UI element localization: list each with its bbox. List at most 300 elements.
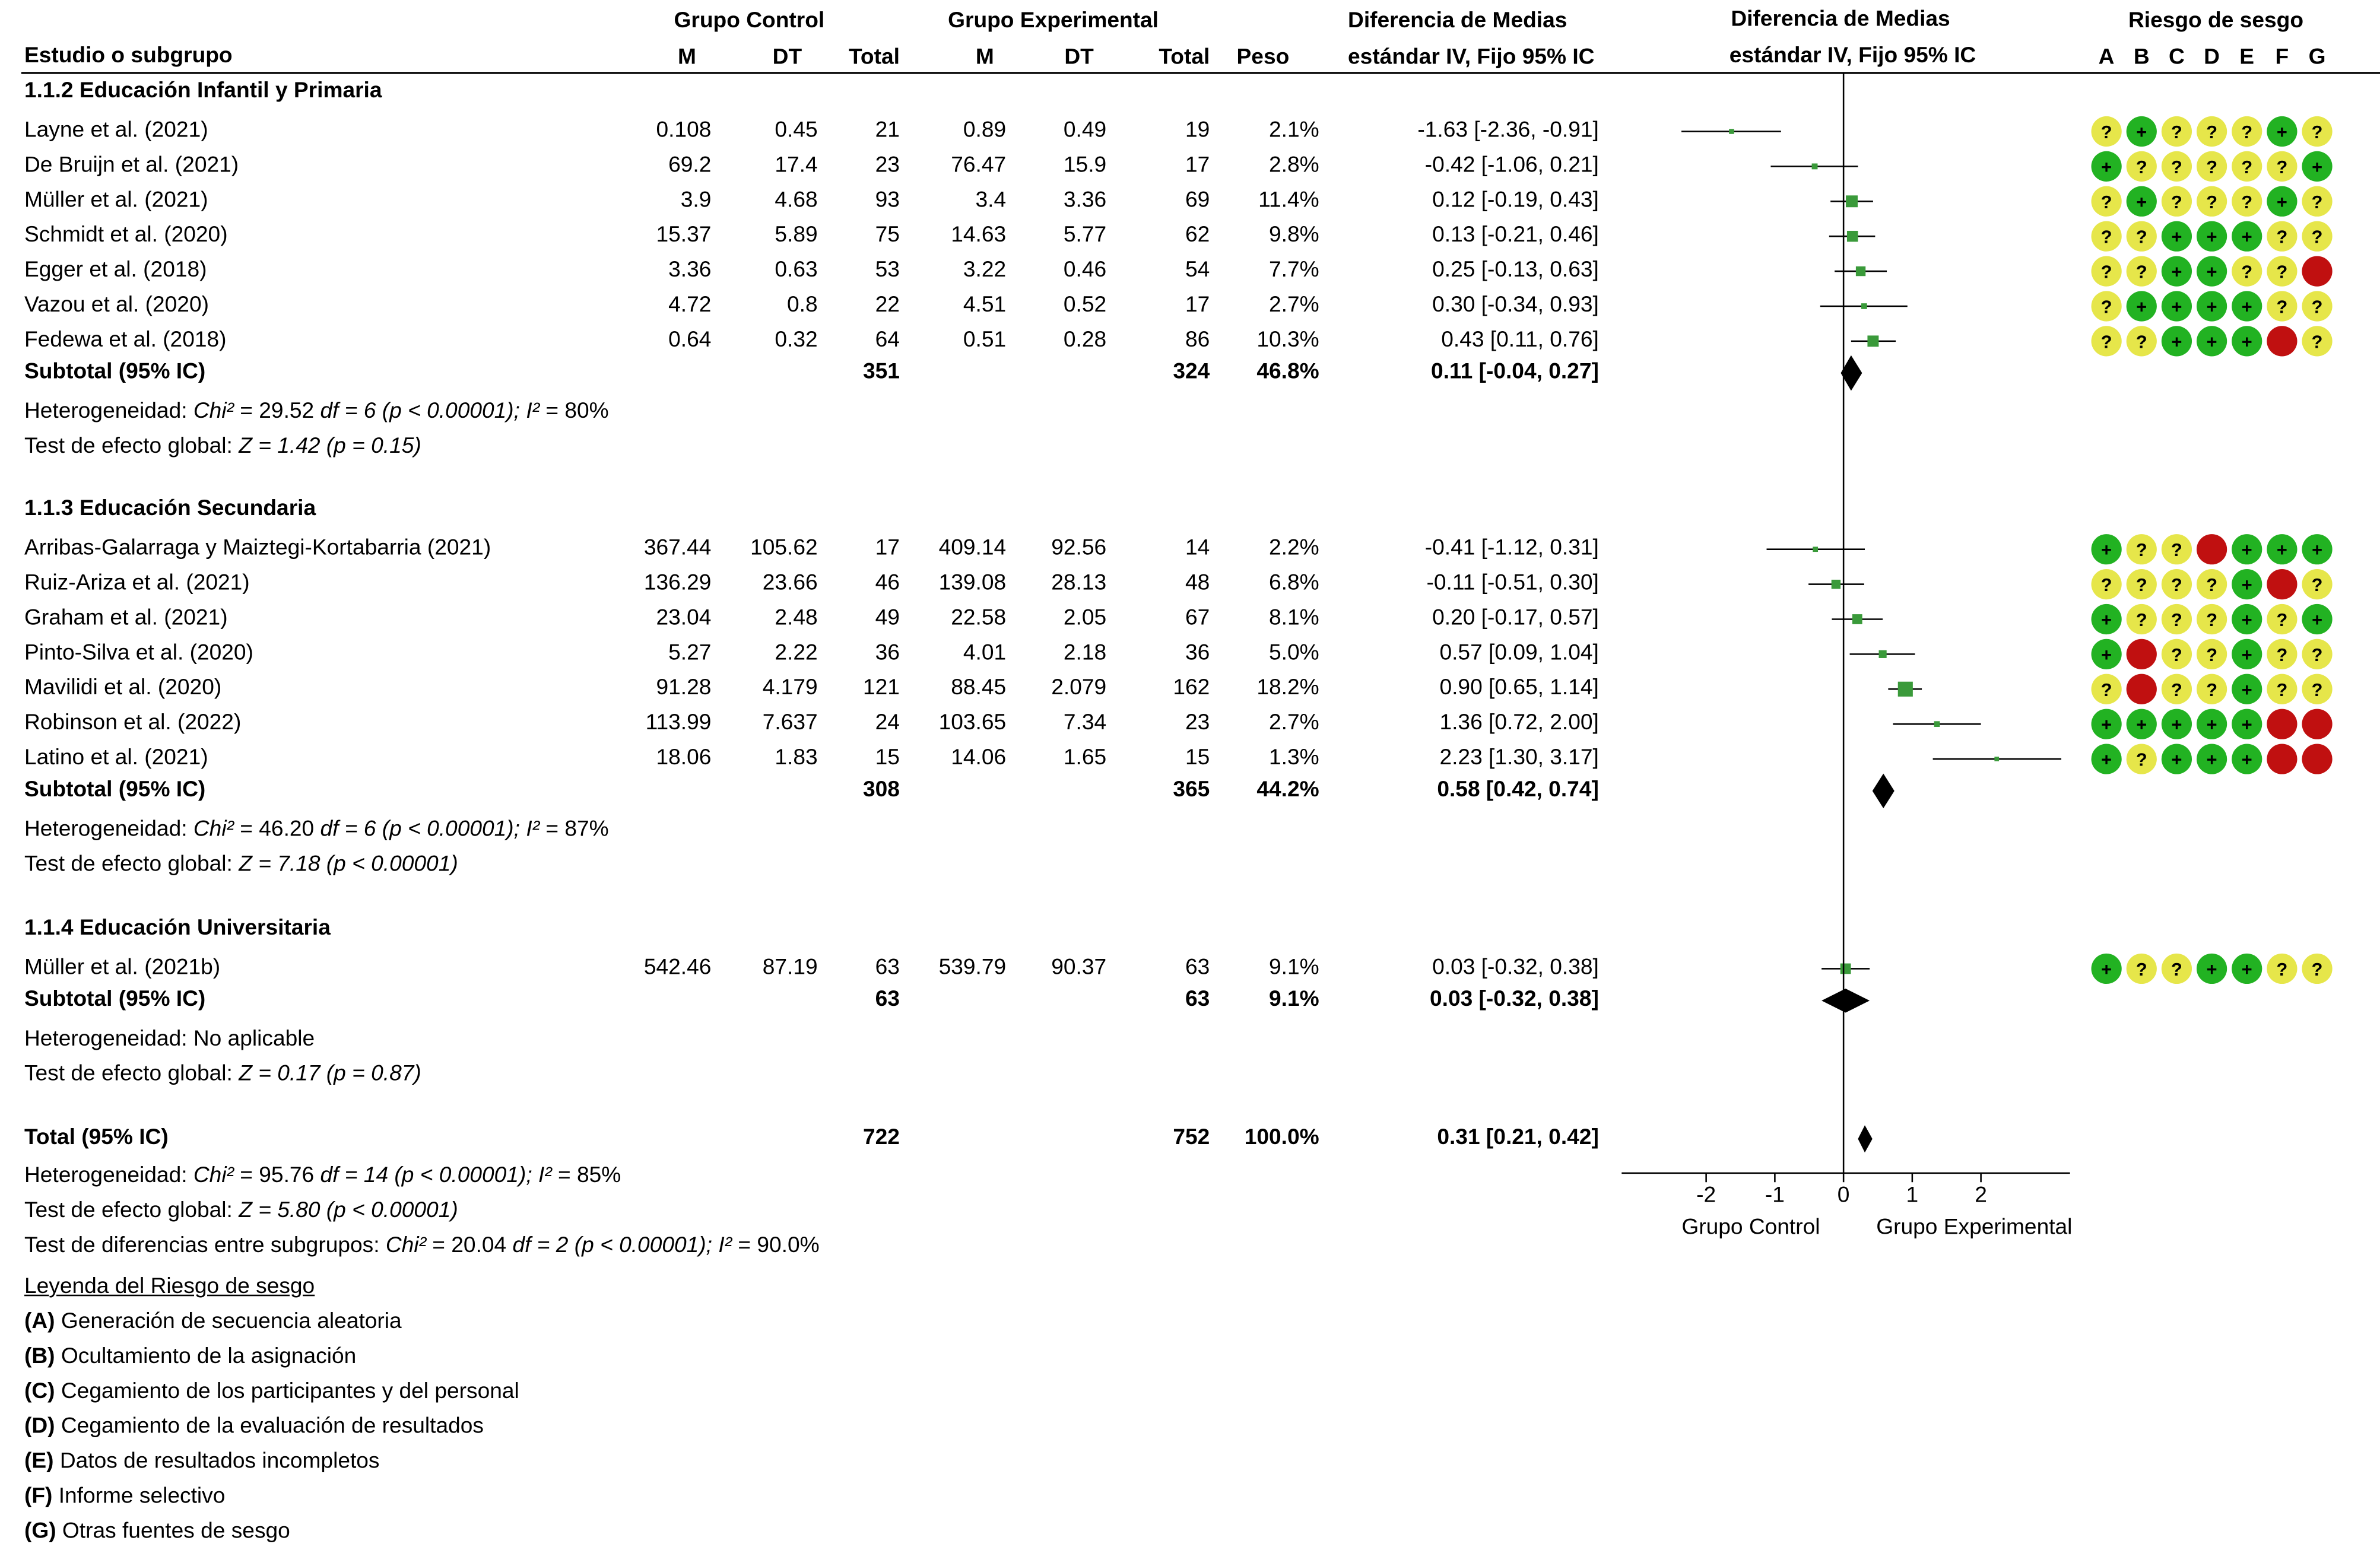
experimental-mean: 14.63 [951, 223, 1007, 248]
study-weight: 7.7% [1269, 258, 1319, 283]
i2-value: = 80% [540, 399, 609, 424]
rob-c-symbol: + [2171, 331, 2182, 352]
total-control-total: 722 [862, 1126, 900, 1151]
legend-title: Leyenda del Riesgo de sesgo [24, 1275, 315, 1300]
study-name: Latino et al. (2021) [24, 746, 208, 771]
control-sd: 2.48 [775, 606, 818, 631]
control-total: 36 [875, 641, 900, 666]
experimental-mean: 0.89 [963, 118, 1007, 143]
control-mean: 113.99 [645, 711, 712, 736]
subtotal-experimental-total: 324 [1173, 360, 1210, 385]
control-total: 49 [875, 606, 900, 631]
effect-marker [1867, 335, 1878, 347]
x-tick-label: -1 [1765, 1181, 1785, 1207]
control-sd: 105.62 [750, 536, 818, 561]
control-total: 24 [875, 711, 900, 736]
rob-c-symbol: ? [2171, 958, 2182, 980]
rob-a-symbol: + [2101, 539, 2112, 561]
total-overall-effect-prefix: Test de efecto global: [24, 1199, 239, 1224]
rob-d-symbol: + [2206, 714, 2217, 735]
rob-a-symbol: + [2101, 958, 2112, 980]
rob-e-symbol: + [2241, 539, 2252, 561]
experimental-sd: 3.36 [1063, 188, 1107, 213]
rob-g-symbol: ? [2311, 644, 2323, 665]
rob-e-symbol: + [2241, 679, 2252, 700]
effect-marker [1729, 129, 1734, 134]
total-heterogeneity [24, 1162, 621, 1190]
control-mean: 367.44 [643, 536, 712, 561]
subgroup-title: 1.1.4 Educación Universitaria [24, 916, 331, 941]
rob-c-symbol: ? [2171, 539, 2182, 561]
header-study: Estudio o subgrupo [24, 44, 233, 69]
header-control-group: Grupo Control [674, 9, 825, 34]
subgroup-title: 1.1.2 Educación Infantil y Primaria [24, 79, 382, 104]
rob-d [2197, 534, 2227, 564]
legend-text: Cegamiento de la evaluación de resultados [55, 1415, 484, 1439]
study-weight: 2.7% [1269, 711, 1319, 736]
rob-b [2127, 674, 2157, 704]
rob-g-symbol: ? [2311, 122, 2323, 143]
subtotal-diamond [1873, 774, 1895, 808]
rob-f-symbol: + [2276, 539, 2287, 561]
i2-label: I² [718, 1234, 732, 1259]
rob-e-symbol: + [2241, 609, 2252, 631]
total-label: Total (95% IC) [24, 1126, 169, 1151]
header-control-total: Total [848, 45, 900, 70]
control-sd: 5.89 [775, 223, 818, 248]
header-experimental-m: M [975, 45, 994, 70]
rob-a-symbol: ? [2100, 331, 2112, 352]
control-mean: 3.36 [668, 258, 712, 283]
header-experimental-group: Grupo Experimental [948, 9, 1159, 34]
overall-effect-prefix: Test de efecto global: [24, 1062, 239, 1087]
legend-text: Otras fuentes de sesgo [56, 1519, 290, 1544]
rob-e-symbol: + [2241, 296, 2252, 317]
control-total: 93 [875, 188, 900, 213]
subtotal-weight: 44.2% [1256, 778, 1319, 803]
rob-g-symbol: ? [2311, 331, 2323, 352]
rob-d-symbol: ? [2206, 609, 2217, 631]
rob-f [2267, 326, 2297, 356]
header-rob-title: Riesgo de sesgo [2128, 9, 2304, 34]
experimental-mean: 76.47 [951, 153, 1007, 178]
study-effect-ci: 0.25 [-0.13, 0.63] [1432, 258, 1599, 283]
experimental-sd: 5.77 [1063, 223, 1107, 248]
experimental-total: 86 [1185, 328, 1210, 353]
rob-e-symbol: ? [2241, 156, 2253, 177]
study-effect-ci: 0.12 [-0.19, 0.43] [1432, 188, 1599, 213]
study-weight: 6.8% [1269, 571, 1319, 596]
rob-b-symbol: ? [2135, 331, 2147, 352]
rob-d-symbol: ? [2206, 679, 2217, 700]
study-effect-ci: 0.30 [-0.34, 0.93] [1432, 293, 1599, 318]
control-sd: 87.19 [762, 955, 818, 980]
study-weight: 5.0% [1269, 641, 1319, 666]
heterogeneity-prefix: Heterogeneidad: [24, 399, 193, 424]
subtotal-label: Subtotal (95% IC) [24, 778, 206, 803]
rob-g-symbol: + [2312, 539, 2323, 561]
experimental-total: 36 [1185, 641, 1210, 666]
rob-g-symbol: ? [2311, 296, 2323, 317]
df-value: df = 14 (p < 0.00001); [320, 1164, 538, 1189]
control-total: 75 [875, 223, 900, 248]
rob-g [2302, 256, 2332, 286]
rob-c-symbol: ? [2171, 609, 2182, 631]
rob-g [2302, 709, 2332, 739]
effect-marker [1832, 580, 1840, 589]
header-weight: Peso [1236, 45, 1290, 70]
chi-label: Chi² [385, 1234, 426, 1259]
experimental-total: 17 [1185, 293, 1210, 318]
experimental-total: 63 [1185, 955, 1210, 980]
i2-label: I² [526, 817, 540, 842]
overall-effect-test [24, 1060, 421, 1088]
effect-marker [1812, 163, 1818, 169]
i2-value: = 87% [540, 817, 609, 842]
experimental-total: 48 [1185, 571, 1210, 596]
rob-c-symbol: + [2171, 749, 2182, 770]
control-total: 22 [875, 293, 900, 318]
rob-e-symbol: + [2241, 331, 2252, 352]
experimental-sd: 0.28 [1063, 328, 1107, 353]
rob-a-symbol: ? [2100, 296, 2112, 317]
i2-value: = 90.0% [732, 1234, 820, 1259]
i2-label: I² [538, 1164, 552, 1189]
experimental-sd: 0.49 [1063, 118, 1107, 143]
experimental-mean: 88.45 [951, 676, 1007, 701]
control-mean: 15.37 [656, 223, 712, 248]
experimental-total: 162 [1173, 676, 1210, 701]
chi-label: Chi² [193, 817, 234, 842]
overall-effect-z: Z = 1.42 (p = 0.15) [239, 434, 421, 459]
rob-b-symbol: ? [2135, 609, 2147, 631]
subtotal-control-total: 351 [862, 360, 900, 385]
subtotal-effect-ci: 0.11 [-0.04, 0.27] [1431, 360, 1599, 385]
rob-d-symbol: ? [2206, 122, 2217, 143]
rob-f-symbol: ? [2276, 261, 2288, 282]
control-sd: 2.22 [775, 641, 818, 666]
control-sd: 0.8 [787, 293, 818, 318]
x-tick-label: 2 [1975, 1181, 1987, 1207]
overall-effect-z: Z = 0.17 (p = 0.87) [239, 1062, 421, 1087]
experimental-total: 23 [1185, 711, 1210, 736]
rob-c-symbol: + [2171, 226, 2182, 247]
legend-text: Generación de secuencia aleatoria [55, 1310, 402, 1335]
study-weight: 18.2% [1256, 676, 1319, 701]
subgroup-differences-test [24, 1232, 820, 1260]
effect-marker [1934, 721, 1940, 727]
rob-f-symbol: ? [2276, 958, 2288, 980]
rob-e-symbol: ? [2241, 261, 2253, 282]
study-name: Müller et al. (2021) [24, 188, 208, 213]
control-sd: 23.66 [762, 571, 818, 596]
x-tick-label: -2 [1696, 1181, 1716, 1207]
rob-a-symbol: ? [2100, 226, 2112, 247]
rob-c-symbol: ? [2171, 644, 2182, 665]
i2-value: = 85% [551, 1164, 621, 1189]
header-smd-line1: Diferencia de Medias [1348, 9, 1567, 34]
rob-f-symbol: ? [2276, 296, 2288, 317]
control-sd: 17.4 [775, 153, 818, 178]
study-effect-ci: -0.41 [-1.12, 0.31] [1424, 536, 1599, 561]
study-name: Graham et al. (2021) [24, 606, 228, 631]
experimental-mean: 139.08 [938, 571, 1007, 596]
legend-key: (E) [24, 1449, 54, 1474]
effect-marker [1852, 614, 1862, 624]
legend-item [24, 1483, 225, 1510]
study-effect-ci: 0.43 [0.11, 0.76] [1441, 328, 1599, 353]
effect-marker [1846, 195, 1858, 207]
overall-effect-prefix: Test de efecto global: [24, 852, 239, 877]
experimental-sd: 2.079 [1051, 676, 1107, 701]
rob-column-g: G [2308, 45, 2326, 70]
control-mean: 5.27 [668, 641, 712, 666]
rob-a-symbol: + [2101, 156, 2112, 177]
x-tick-label: 1 [1906, 1181, 1919, 1207]
legend-item [24, 1518, 290, 1545]
rob-column-d: D [2204, 45, 2220, 70]
legend-text: Ocultamiento de la asignación [55, 1345, 357, 1370]
subtotal-label: Subtotal (95% IC) [24, 987, 206, 1012]
legend-key: (C) [24, 1380, 55, 1405]
rob-g [2302, 744, 2332, 774]
study-name: Layne et al. (2021) [24, 118, 208, 143]
rob-d-symbol: ? [2206, 574, 2217, 596]
study-effect-ci: 0.03 [-0.32, 0.38] [1432, 955, 1599, 980]
rob-c-symbol: ? [2171, 122, 2182, 143]
heterogeneity-prefix: Heterogeneidad: [24, 817, 193, 842]
study-name: Ruiz-Ariza et al. (2021) [24, 571, 250, 596]
header-experimental-dt: DT [1064, 45, 1094, 70]
x-tick-label: 0 [1837, 1181, 1850, 1207]
control-sd: 0.32 [775, 328, 818, 353]
control-total: 15 [875, 746, 900, 771]
experimental-total: 62 [1185, 223, 1210, 248]
study-weight: 2.1% [1269, 118, 1319, 143]
study-effect-ci: -0.42 [-1.06, 0.21] [1424, 153, 1599, 178]
control-sd: 4.179 [762, 676, 818, 701]
rob-d-symbol: + [2206, 958, 2217, 980]
rob-e-symbol: + [2241, 226, 2252, 247]
rob-d-symbol: + [2206, 226, 2217, 247]
subtotal-experimental-total: 365 [1173, 778, 1210, 803]
study-effect-ci: -0.11 [-0.51, 0.30] [1426, 571, 1599, 596]
rob-column-c: C [2168, 45, 2185, 70]
rob-e-symbol: + [2241, 749, 2252, 770]
control-mean: 542.46 [643, 955, 712, 980]
rob-g-symbol: ? [2311, 958, 2323, 980]
rob-e-symbol: + [2241, 958, 2252, 980]
effect-marker [1994, 757, 1999, 761]
legend-text: Datos de resultados incompletos [53, 1449, 380, 1474]
legend-text: Informe selectivo [52, 1484, 226, 1509]
effect-marker [1879, 650, 1887, 658]
rob-d-symbol: ? [2206, 644, 2217, 665]
control-mean: 91.28 [656, 676, 712, 701]
legend-key: (G) [24, 1519, 56, 1544]
header-control-m: M [677, 45, 696, 70]
rob-c-symbol: + [2171, 296, 2182, 317]
study-name: Egger et al. (2018) [24, 258, 207, 283]
rob-g-symbol: ? [2311, 191, 2323, 212]
subtotal-label: Subtotal (95% IC) [24, 360, 206, 385]
control-mean: 18.06 [656, 746, 712, 771]
control-mean: 3.9 [680, 188, 712, 213]
rob-e-symbol: ? [2241, 122, 2253, 143]
df-value: df = 6 (p < 0.00001); [320, 399, 526, 424]
control-sd: 0.63 [775, 258, 818, 283]
rob-g-symbol: ? [2311, 574, 2323, 596]
control-sd: 7.637 [762, 711, 818, 736]
study-name: Mavilidi et al. (2020) [24, 676, 222, 701]
subgroup-title: 1.1.3 Educación Secundaria [24, 497, 316, 522]
control-total: 17 [875, 536, 900, 561]
header-smd-line2: estándar IV, Fijo 95% IC [1348, 45, 1595, 70]
experimental-total: 69 [1185, 188, 1210, 213]
rob-b-symbol: ? [2135, 226, 2147, 247]
effect-marker [1898, 682, 1913, 697]
experimental-mean: 4.51 [963, 293, 1007, 318]
study-weight: 9.1% [1269, 955, 1319, 980]
rob-e-symbol: + [2241, 714, 2252, 735]
experimental-total: 15 [1185, 746, 1210, 771]
experimental-mean: 22.58 [951, 606, 1007, 631]
study-name: Pinto-Silva et al. (2020) [24, 641, 253, 666]
subtotal-diamond [1822, 989, 1870, 1013]
rob-a-symbol: + [2101, 609, 2112, 631]
control-mean: 0.64 [668, 328, 712, 353]
chi-label: Chi² [193, 1164, 234, 1189]
total-heterogeneity-prefix: Heterogeneidad: [24, 1164, 193, 1189]
total-overall-effect-z: Z = 5.80 (p < 0.00001) [239, 1199, 458, 1224]
legend-key: (B) [24, 1345, 55, 1370]
legend-key: (A) [24, 1310, 55, 1335]
header-plot-line1: Diferencia de Medias [1731, 7, 1950, 32]
rob-f-symbol: ? [2276, 609, 2288, 631]
rob-c-symbol: + [2171, 714, 2182, 735]
control-mean: 4.72 [668, 293, 712, 318]
experimental-mean: 0.51 [963, 328, 1007, 353]
overall-effect-prefix: Test de efecto global: [24, 434, 239, 459]
legend-text: Cegamiento de los participantes y del personal [55, 1380, 519, 1405]
control-total: 64 [875, 328, 900, 353]
total-experimental-total: 752 [1173, 1126, 1210, 1151]
subtotal-control-total: 308 [862, 778, 900, 803]
control-sd: 1.83 [775, 746, 818, 771]
subtotal-control-total: 63 [875, 987, 900, 1012]
overall-effect-test [24, 433, 421, 460]
df-value: df = 2 (p < 0.00001); [512, 1234, 719, 1259]
rob-f [2267, 709, 2297, 739]
experimental-sd: 90.37 [1051, 955, 1107, 980]
legend-key: (D) [24, 1415, 55, 1439]
rob-g-symbol: ? [2311, 679, 2323, 700]
rob-d-symbol: + [2206, 749, 2217, 770]
heterogeneity-stats [24, 398, 609, 425]
experimental-total: 14 [1185, 536, 1210, 561]
total-weight: 100.0% [1244, 1126, 1319, 1151]
rob-column-e: E [2239, 45, 2255, 70]
legend-item [24, 1378, 519, 1406]
rob-b-symbol: ? [2135, 156, 2147, 177]
rob-c-symbol: ? [2171, 191, 2182, 212]
heterogeneity-stats [24, 816, 609, 843]
rob-f-symbol: + [2276, 191, 2287, 212]
experimental-sd: 15.9 [1063, 153, 1107, 178]
effect-marker [1840, 964, 1851, 974]
control-mean: 23.04 [656, 606, 712, 631]
experimental-mean: 3.4 [975, 188, 1007, 213]
experimental-total: 54 [1185, 258, 1210, 283]
rob-c-symbol: ? [2171, 679, 2182, 700]
rob-a-symbol: + [2101, 749, 2112, 770]
rob-a-symbol: + [2101, 644, 2112, 665]
rob-column-a: A [2098, 45, 2115, 70]
control-total: 46 [875, 571, 900, 596]
subtotal-effect-ci: 0.58 [0.42, 0.74] [1437, 778, 1599, 803]
control-total: 121 [862, 676, 900, 701]
effect-marker [1813, 547, 1818, 552]
chi-value: = 46.20 [233, 817, 320, 842]
subtotal-experimental-total: 63 [1185, 987, 1210, 1012]
rob-column-b: B [2133, 45, 2150, 70]
study-weight: 2.2% [1269, 536, 1319, 561]
study-weight: 10.3% [1256, 328, 1319, 353]
effect-marker [1847, 231, 1858, 242]
legend-item [24, 1308, 402, 1336]
study-name: De Bruijn et al. (2021) [24, 153, 239, 178]
rob-b-symbol: + [2136, 714, 2147, 735]
experimental-sd: 2.18 [1063, 641, 1107, 666]
legend-item [24, 1448, 380, 1475]
overall-effect-z: Z = 7.18 (p < 0.00001) [239, 852, 458, 877]
rob-f [2267, 569, 2297, 599]
study-weight: 9.8% [1269, 223, 1319, 248]
control-mean: 136.29 [643, 571, 712, 596]
experimental-mean: 409.14 [938, 536, 1007, 561]
rob-d-symbol: + [2206, 261, 2217, 282]
subtotal-effect-ci: 0.03 [-0.32, 0.38] [1429, 987, 1599, 1012]
study-name: Müller et al. (2021b) [24, 955, 221, 980]
study-effect-ci: -1.63 [-2.36, -0.91] [1417, 118, 1599, 143]
df-value: df = 6 (p < 0.00001); [320, 817, 526, 842]
rob-d-symbol: ? [2206, 156, 2217, 177]
rob-b-symbol: + [2136, 191, 2147, 212]
chi-value: = 95.76 [233, 1164, 320, 1189]
rob-d-symbol: + [2206, 296, 2217, 317]
study-effect-ci: 0.90 [0.65, 1.14] [1439, 676, 1599, 701]
experimental-mean: 3.22 [963, 258, 1007, 283]
experimental-sd: 92.56 [1051, 536, 1107, 561]
subgroup-differences-test-prefix: Test de diferencias entre subgrupos: [24, 1234, 386, 1259]
rob-c-symbol: ? [2171, 574, 2182, 596]
legend-item [24, 1343, 356, 1371]
rob-d-symbol: ? [2206, 191, 2217, 212]
rob-b-symbol: + [2136, 122, 2147, 143]
experimental-sd: 2.05 [1063, 606, 1107, 631]
rob-b-symbol: ? [2135, 261, 2147, 282]
header-control-dt: DT [772, 45, 802, 70]
study-name: Schmidt et al. (2020) [24, 223, 228, 248]
study-weight: 8.1% [1269, 606, 1319, 631]
header-experimental-total: Total [1159, 45, 1210, 70]
subtotal-weight: 46.8% [1256, 360, 1319, 385]
rob-f [2267, 744, 2297, 774]
rob-b-symbol: ? [2135, 574, 2147, 596]
control-mean: 69.2 [668, 153, 712, 178]
study-name: Robinson et al. (2022) [24, 711, 242, 736]
rob-c-symbol: ? [2171, 156, 2182, 177]
